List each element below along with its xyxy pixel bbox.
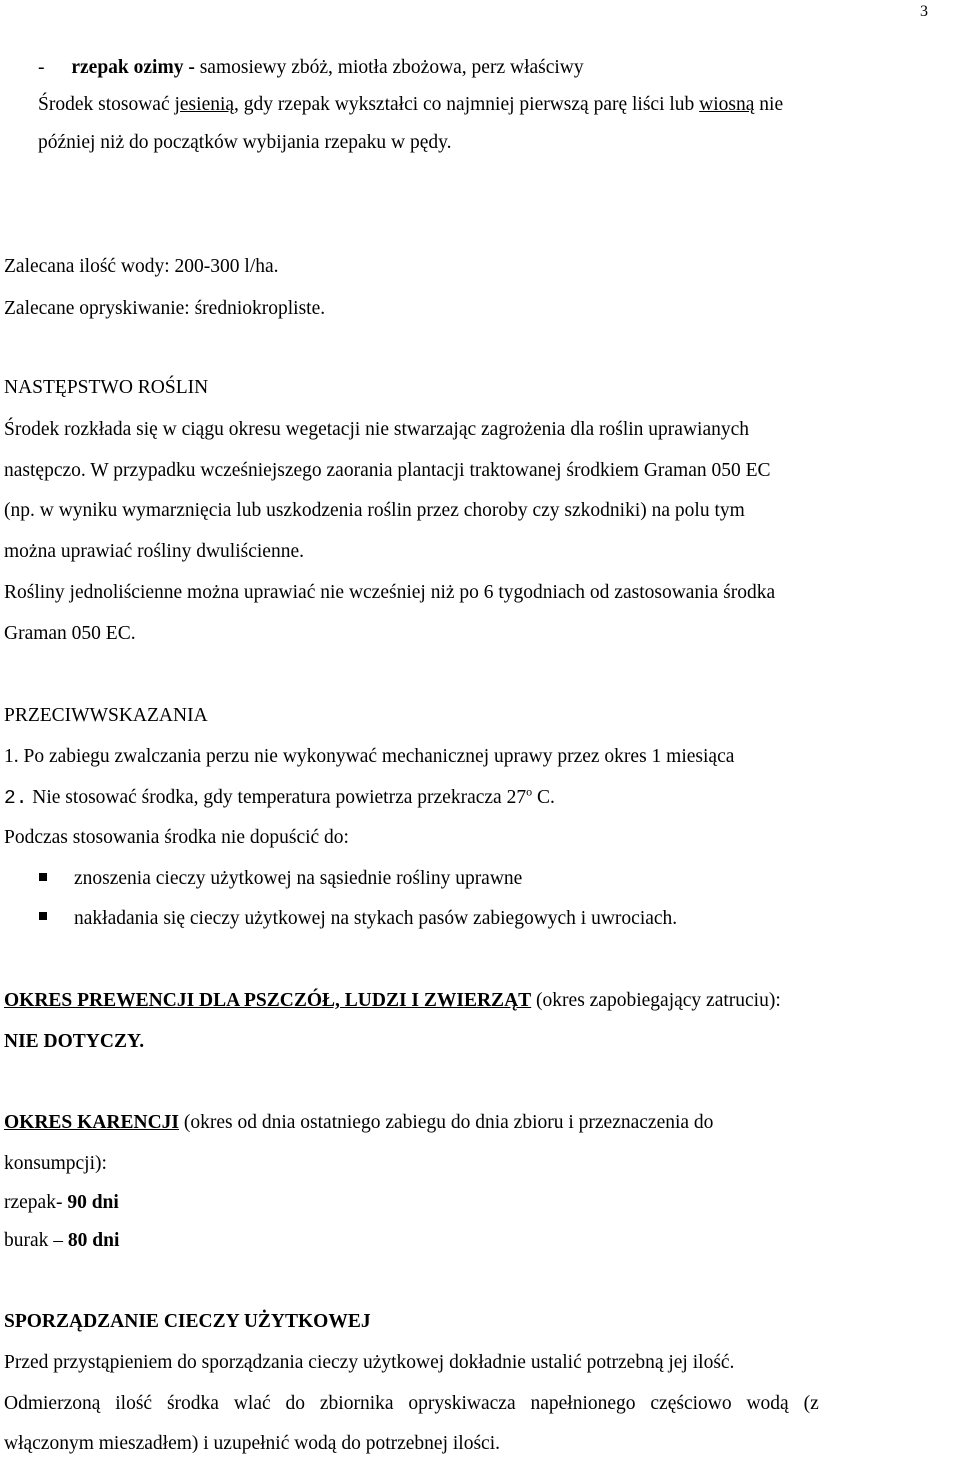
contra-bullet-1: znoszenia cieczy użytkowej na sąsiednie rośliny uprawne <box>74 868 523 889</box>
contra-num-1: 1. <box>4 746 19 767</box>
karencja-note-2: konsumpcji): <box>4 1153 107 1174</box>
crop-name: rzepak ozimy - <box>71 57 195 78</box>
karencja-line <box>4 1111 713 1135</box>
crop-rapeseed-line <box>38 56 584 80</box>
prep-heading: SPORZĄDZANIE CIECZY UŻYTKOWEJ <box>4 1311 371 1332</box>
timing-line-1 <box>38 93 783 117</box>
succession-line-1: Środek rozkłada się w ciągu okresu wegetacji nie stwarzając zagrożenia dla roślin uprawianych <box>4 419 750 440</box>
karencja-rapeseed-label: rzepak- <box>4 1192 68 1213</box>
page-number: 3 <box>920 3 928 20</box>
contra-heading: PRZECIWWSKAZANIA <box>4 705 208 726</box>
timing-text-e: nie <box>754 94 784 115</box>
dash: - <box>38 57 45 78</box>
succession-line-6: Graman 050 EC. <box>4 623 136 644</box>
prevention-value: NIE DOTYCZY. <box>4 1031 145 1052</box>
prep-line-2: Odmierzoną ilość środka wlać do zbiornika opryskiwacza napełnionego częściowo wodą (z <box>4 1393 819 1414</box>
karencja-rapeseed-value: 90 dni <box>67 1192 119 1213</box>
contra-item-2 <box>4 786 555 810</box>
timing-autumn: jesienią <box>174 94 235 115</box>
contra-intro: Podczas stosowania środka nie dopuścić do: <box>4 827 349 848</box>
contra-num-2: 2. <box>4 787 28 809</box>
spray-type: Zalecane opryskiwanie: średniokropliste. <box>4 298 326 319</box>
timing-spring: wiosną <box>699 94 755 115</box>
contra-text-1: Po zabiegu zwalczania perzu nie wykonywać mechanicznej uprawy przez okres 1 miesiąca <box>18 746 735 767</box>
succession-line-4: można uprawiać rośliny dwuliścienne. <box>4 541 304 562</box>
weed-list: samosiewy zbóż, miotła zbożowa, perz właściwy <box>194 57 584 78</box>
succession-line-5: Rośliny jednoliścienne można uprawiać nie wcześniej niż po 6 tygodniach od zastosowania środka <box>4 582 776 603</box>
prep-line-3: włączonym mieszadłem) i uzupełnić wodą do potrzebnej ilości. <box>4 1433 501 1454</box>
timing-line-2: później niż do początków wybijania rzepaku w pędy. <box>38 132 452 153</box>
contra-bullet-2: nakładania się cieczy użytkowej na stykach pasów zabiegowych i uwrociach. <box>74 908 678 929</box>
karencja-heading: OKRES KARENCJI <box>4 1112 179 1133</box>
karencja-beet-value: 80 dni <box>67 1230 120 1251</box>
timing-text-c: , gdy rzepak wykształci co najmniej pierwszą parę liści lub <box>234 94 700 115</box>
succession-line-2: następczo. W przypadku wcześniejszego zaorania plantacji traktowanej środkiem Graman 050 EC <box>4 460 771 481</box>
succession-line-3: (np. w wyniku wymarznięcia lub uszkodzenia roślin przez choroby czy szkodniki) na polu tym <box>4 500 745 521</box>
timing-text-a: Środek stosować <box>38 94 175 115</box>
karencja-beet-label: burak – <box>4 1230 68 1251</box>
karencja-beet <box>4 1229 119 1253</box>
prevention-line <box>4 989 781 1013</box>
contra-text-2b: C. <box>532 787 555 808</box>
prevention-note: (okres zapobiegający zatruciu): <box>531 990 781 1011</box>
bullet-square-icon <box>39 912 47 920</box>
water-amount: Zalecana ilość wody: 200-300 l/ha. <box>4 256 279 277</box>
karencja-rapeseed <box>4 1191 119 1215</box>
bullet-square-icon <box>39 873 47 881</box>
contra-text-2a: Nie stosować środka, gdy temperatura powietrza przekracza 27 <box>27 787 527 808</box>
prevention-heading: OKRES PREWENCJI DLA PSZCZÓŁ, LUDZI I ZWIERZĄT <box>4 990 532 1011</box>
prep-line-1: Przed przystąpieniem do sporządzania cieczy użytkowej dokładnie ustalić potrzebną jej ilość. <box>4 1352 735 1373</box>
succession-heading: NASTĘPSTWO ROŚLIN <box>4 377 209 398</box>
karencja-note: (okres od dnia ostatniego zabiegu do dnia zbioru i przeznaczenia do <box>179 1112 714 1133</box>
degree-sup: o <box>526 784 533 799</box>
contra-item-1 <box>4 745 734 769</box>
